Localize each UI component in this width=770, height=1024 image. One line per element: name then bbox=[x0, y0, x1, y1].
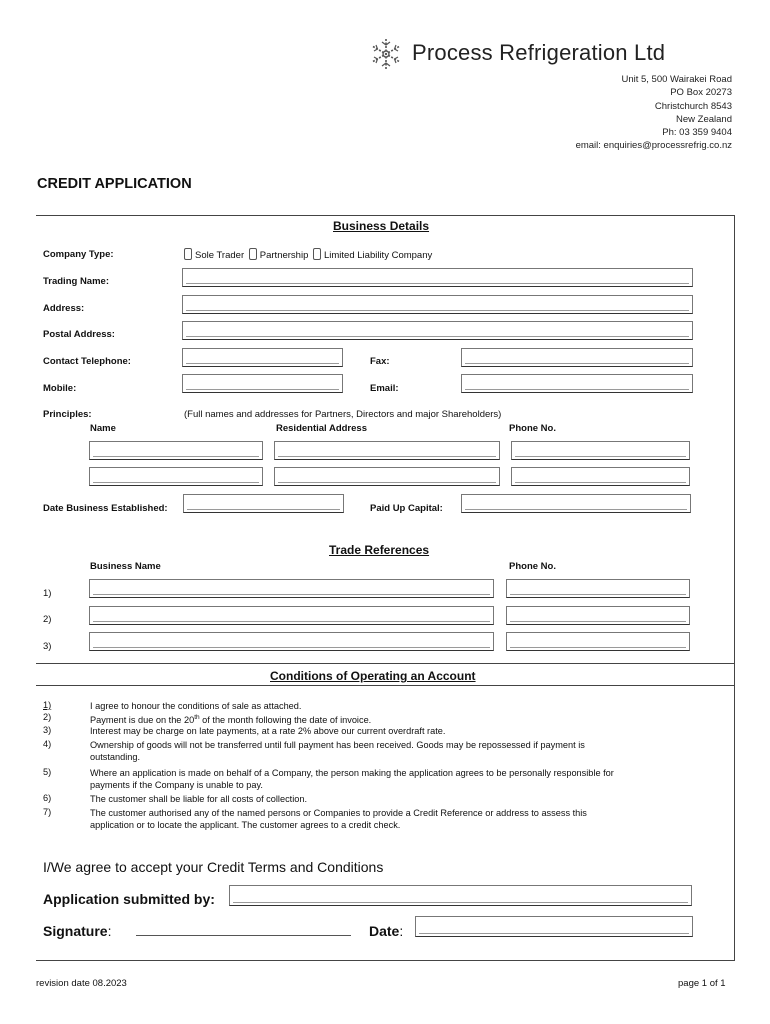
condition-number: 3) bbox=[43, 725, 52, 735]
postal-address-label: Postal Address: bbox=[43, 329, 115, 340]
contact-telephone-field[interactable] bbox=[182, 348, 343, 367]
condition-text: Ownership of goods will not be transferred until full payment has been received. Goods may be repossessed if payment is outstanding. bbox=[90, 740, 585, 763]
date-established-field[interactable] bbox=[183, 494, 344, 513]
contact-telephone-label: Contact Telephone: bbox=[43, 356, 131, 367]
trade-row-number: 3) bbox=[43, 641, 52, 652]
address-line: Christchurch 8543 bbox=[654, 100, 732, 112]
page-number: page 1 of 1 bbox=[678, 978, 726, 989]
conditions-heading: Conditions of Operating an Account bbox=[270, 669, 476, 683]
company-type-label: Company Type: bbox=[43, 249, 114, 260]
page-title: CREDIT APPLICATION bbox=[37, 176, 192, 192]
trade-business-field[interactable] bbox=[89, 579, 494, 598]
principles-note: (Full names and addresses for Partners, Directors and major Shareholders) bbox=[184, 409, 502, 420]
trading-name-label: Trading Name: bbox=[43, 276, 109, 287]
fax-label: Fax: bbox=[370, 356, 390, 367]
paid-up-capital-field[interactable] bbox=[461, 494, 691, 513]
revision-date: revision date 08.2023 bbox=[36, 978, 127, 989]
frame-divider bbox=[36, 663, 734, 664]
address-line: PO Box 20273 bbox=[670, 87, 732, 99]
condition-text: Payment is due on the 20th of the month following the date of invoice. bbox=[90, 714, 372, 726]
principle-phone-field[interactable] bbox=[511, 441, 690, 460]
trade-row-number: 1) bbox=[43, 588, 52, 599]
snowflake-icon bbox=[368, 36, 404, 72]
principles-label: Principles: bbox=[43, 409, 92, 420]
condition-text: The customer shall be liable for all costs of collection. bbox=[90, 794, 308, 804]
address-field[interactable] bbox=[182, 295, 693, 314]
principle-name-field[interactable] bbox=[89, 467, 263, 486]
paid-up-capital-label: Paid Up Capital: bbox=[370, 503, 443, 514]
signature-label: Signature: bbox=[43, 923, 112, 939]
frame-divider bbox=[36, 685, 734, 686]
agreement-statement: I/We agree to accept your Credit Terms and Conditions bbox=[43, 859, 384, 875]
trade-row-number: 2) bbox=[43, 614, 52, 625]
principle-address-field[interactable] bbox=[274, 441, 500, 460]
principles-phone-header: Phone No. bbox=[509, 423, 556, 434]
principle-address-field[interactable] bbox=[274, 467, 500, 486]
trade-phone-field[interactable] bbox=[506, 606, 690, 625]
partnership-option[interactable]: Partnership bbox=[247, 250, 309, 261]
mobile-label: Mobile: bbox=[43, 383, 77, 394]
condition-text: I agree to honour the conditions of sale as attached. bbox=[90, 701, 302, 711]
date-label: Date: bbox=[369, 923, 404, 939]
condition-number: 1) bbox=[43, 700, 52, 710]
partnership-checkbox[interactable] bbox=[249, 248, 257, 260]
email-field[interactable] bbox=[461, 374, 693, 393]
submitted-by-label: Application submitted by: bbox=[43, 891, 215, 907]
company-type-options bbox=[182, 248, 432, 261]
business-details-heading: Business Details bbox=[333, 219, 430, 233]
signature-line[interactable] bbox=[136, 935, 351, 936]
address-line: Ph: 03 359 9404 bbox=[662, 127, 732, 139]
submitted-by-field[interactable] bbox=[229, 885, 692, 906]
company-address bbox=[576, 73, 732, 153]
llc-option[interactable]: Limited Liability Company bbox=[311, 250, 432, 261]
trade-business-header: Business Name bbox=[90, 561, 161, 572]
condition-number: 6) bbox=[43, 793, 52, 803]
trade-business-field[interactable] bbox=[89, 606, 494, 625]
trading-name-field[interactable] bbox=[182, 268, 693, 287]
trade-references-heading: Trade References bbox=[329, 543, 430, 557]
principle-phone-field[interactable] bbox=[511, 467, 690, 486]
condition-number: 2) bbox=[43, 712, 52, 722]
email-label: Email: bbox=[370, 383, 399, 394]
condition-number: 7) bbox=[43, 807, 52, 817]
principle-name-field[interactable] bbox=[89, 441, 263, 460]
postal-address-field[interactable] bbox=[182, 321, 693, 340]
address-label: Address: bbox=[43, 303, 85, 314]
date-established-label: Date Business Established: bbox=[43, 503, 168, 514]
condition-text: The customer authorised any of the named persons or Companies to provide a Credit Reference or address to assess this application or to locate the applicant. The customer agrees to a credit check. bbox=[90, 808, 587, 831]
llc-checkbox[interactable] bbox=[313, 248, 321, 260]
condition-number: 5) bbox=[43, 767, 52, 777]
trade-business-field[interactable] bbox=[89, 632, 494, 651]
condition-text: Where an application is made on behalf of a Company, the person making the application agrees to be personally responsible for payments if the Company is unable to pay. bbox=[90, 768, 614, 791]
date-field[interactable] bbox=[415, 916, 693, 937]
condition-text: Interest may be charge on late payments, at a rate 2% above our current overdraft rate. bbox=[90, 726, 446, 736]
principles-address-header: Residential Address bbox=[276, 423, 367, 434]
mobile-field[interactable] bbox=[182, 374, 343, 393]
condition-number: 4) bbox=[43, 739, 52, 749]
address-line: New Zealand bbox=[676, 113, 732, 125]
trade-phone-field[interactable] bbox=[506, 632, 690, 651]
address-line: email: enquiries@processrefrig.co.nz bbox=[575, 140, 732, 152]
principles-name-header: Name bbox=[90, 423, 116, 434]
logo bbox=[368, 36, 404, 72]
company-name: Process Refrigeration Ltd bbox=[412, 40, 666, 65]
trade-phone-field[interactable] bbox=[506, 579, 690, 598]
address-line: Unit 5, 500 Wairakei Road bbox=[621, 74, 732, 85]
sole-trader-checkbox[interactable] bbox=[184, 248, 192, 260]
fax-field[interactable] bbox=[461, 348, 693, 367]
trade-phone-header: Phone No. bbox=[509, 561, 556, 572]
sole-trader-option[interactable]: Sole Trader bbox=[182, 250, 244, 261]
